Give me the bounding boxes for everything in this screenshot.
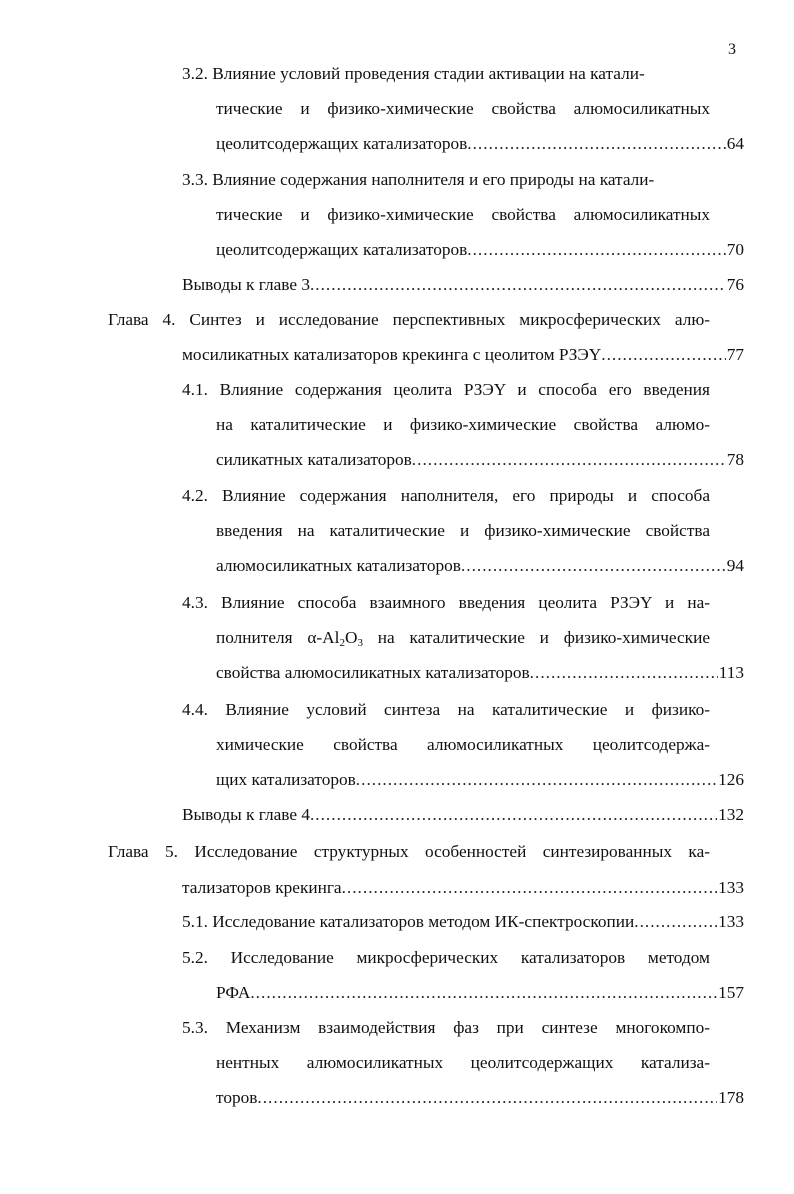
toc-title: цеолитсодержащих катализаторов bbox=[216, 134, 468, 153]
toc-page: 94 bbox=[726, 556, 744, 575]
toc-page: 157 bbox=[718, 983, 744, 1002]
toc-leader-line bbox=[216, 1084, 744, 1112]
toc-page: 64 bbox=[726, 134, 744, 153]
toc-page: 113 bbox=[718, 663, 744, 682]
toc-line: Глава 5. Исследование структурных особенностей синтезированных ка- bbox=[108, 842, 710, 861]
dot-leader bbox=[257, 1084, 717, 1112]
toc-line bbox=[216, 624, 710, 652]
toc-title: алюмосиликатных катализаторов bbox=[216, 556, 461, 575]
toc-entry-conclusions-4 bbox=[182, 801, 744, 829]
toc-title: цеолитсодержащих катализаторов bbox=[216, 240, 468, 259]
toc-line: на каталитические и физико-химические свойства алюмо- bbox=[216, 415, 710, 434]
formula-suffix: на каталитические и физико-химические bbox=[362, 628, 710, 647]
dot-leader bbox=[467, 236, 725, 264]
dot-leader bbox=[310, 801, 717, 829]
dot-leader bbox=[310, 271, 726, 299]
toc-line: 3.2. Влияние условий проведения стадии активации на катали- bbox=[182, 64, 645, 83]
toc-title: силикатных катализаторов bbox=[216, 450, 412, 469]
toc-leader-line bbox=[216, 446, 744, 474]
toc-leader-line bbox=[182, 874, 744, 902]
toc-page: 126 bbox=[718, 770, 744, 789]
toc-page: 77 bbox=[726, 345, 744, 364]
toc-leader-line bbox=[216, 130, 744, 158]
toc-line: 4.2. Влияние содержания наполнителя, его природы и способа bbox=[182, 486, 710, 505]
toc-title: тализаторов крекинга bbox=[182, 878, 342, 897]
toc-page: 70 bbox=[726, 240, 744, 259]
toc-leader-line bbox=[216, 659, 744, 687]
dot-leader bbox=[530, 659, 718, 687]
toc-page: 133 bbox=[718, 878, 744, 897]
toc-page: 78 bbox=[726, 450, 744, 469]
toc-leader-line bbox=[216, 552, 744, 580]
dot-leader bbox=[467, 130, 725, 158]
toc-line: 4.4. Влияние условий синтеза на каталитические и физико- bbox=[182, 700, 710, 719]
toc-page: 76 bbox=[726, 275, 744, 294]
dot-leader bbox=[412, 446, 726, 474]
toc-line: нентных алюмосиликатных цеолитсодержащих катализа- bbox=[216, 1053, 710, 1072]
toc-line: 4.3. Влияние способа взаимного введения цеолита РЗЭY и на- bbox=[182, 593, 710, 612]
toc-title: Выводы к главе 4 bbox=[182, 805, 310, 824]
dot-leader bbox=[342, 874, 717, 902]
toc-line: 3.3. Влияние содержания наполнителя и его природы на катали- bbox=[182, 170, 655, 189]
toc-leader-line bbox=[182, 341, 744, 369]
formula-prefix: полнителя α-Al bbox=[216, 628, 340, 647]
toc-page: 132 bbox=[718, 805, 744, 824]
dot-leader bbox=[356, 766, 717, 794]
dot-leader bbox=[634, 908, 717, 936]
toc-title: мосиликатных катализаторов крекинга с цеолитом РЗЭY bbox=[182, 345, 602, 364]
dot-leader bbox=[461, 552, 726, 580]
toc-leader-line bbox=[216, 979, 744, 1007]
toc-entry-5-1 bbox=[182, 908, 744, 936]
toc-title: 5.1. Исследование катализаторов методом ИК-спектроскопии bbox=[182, 912, 635, 931]
toc-page: 133 bbox=[718, 912, 744, 931]
subscript: 2 bbox=[339, 637, 345, 649]
toc-line: 4.1. Влияние содержания цеолита РЗЭY и способа его введения bbox=[182, 380, 710, 399]
toc-line: тические и физико-химические свойства алюмосиликатных bbox=[216, 99, 710, 118]
toc-line: 5.2. Исследование микросферических катализаторов методом bbox=[182, 948, 710, 967]
toc-title: щих катализаторов bbox=[216, 770, 356, 789]
toc-line: тические и физико-химические свойства алюмосиликатных bbox=[216, 205, 710, 224]
toc-line: химические свойства алюмосиликатных цеолитсодержа- bbox=[216, 735, 710, 754]
toc-title: торов bbox=[216, 1088, 258, 1107]
page-number: 3 bbox=[728, 41, 736, 58]
dot-leader bbox=[250, 979, 717, 1007]
subscript: 3 bbox=[357, 637, 363, 649]
toc-line: введения на каталитические и физико-химические свойства bbox=[216, 521, 710, 540]
toc-line: Глава 4. Синтез и исследование перспективных микросферических алю- bbox=[108, 310, 710, 329]
toc-leader-line bbox=[216, 766, 744, 794]
toc-entry-conclusions-3 bbox=[182, 271, 744, 299]
toc-line: 5.3. Механизм взаимодействия фаз при синтезе многокомпо- bbox=[182, 1018, 710, 1037]
toc-title: Выводы к главе 3 bbox=[182, 275, 310, 294]
dot-leader bbox=[601, 341, 725, 369]
toc-leader-line bbox=[216, 236, 744, 264]
toc-title: РФА bbox=[216, 983, 251, 1002]
toc-title: свойства алюмосиликатных катализаторов bbox=[216, 663, 530, 682]
formula-mid: O bbox=[344, 628, 358, 647]
toc-page: 178 bbox=[718, 1088, 744, 1107]
